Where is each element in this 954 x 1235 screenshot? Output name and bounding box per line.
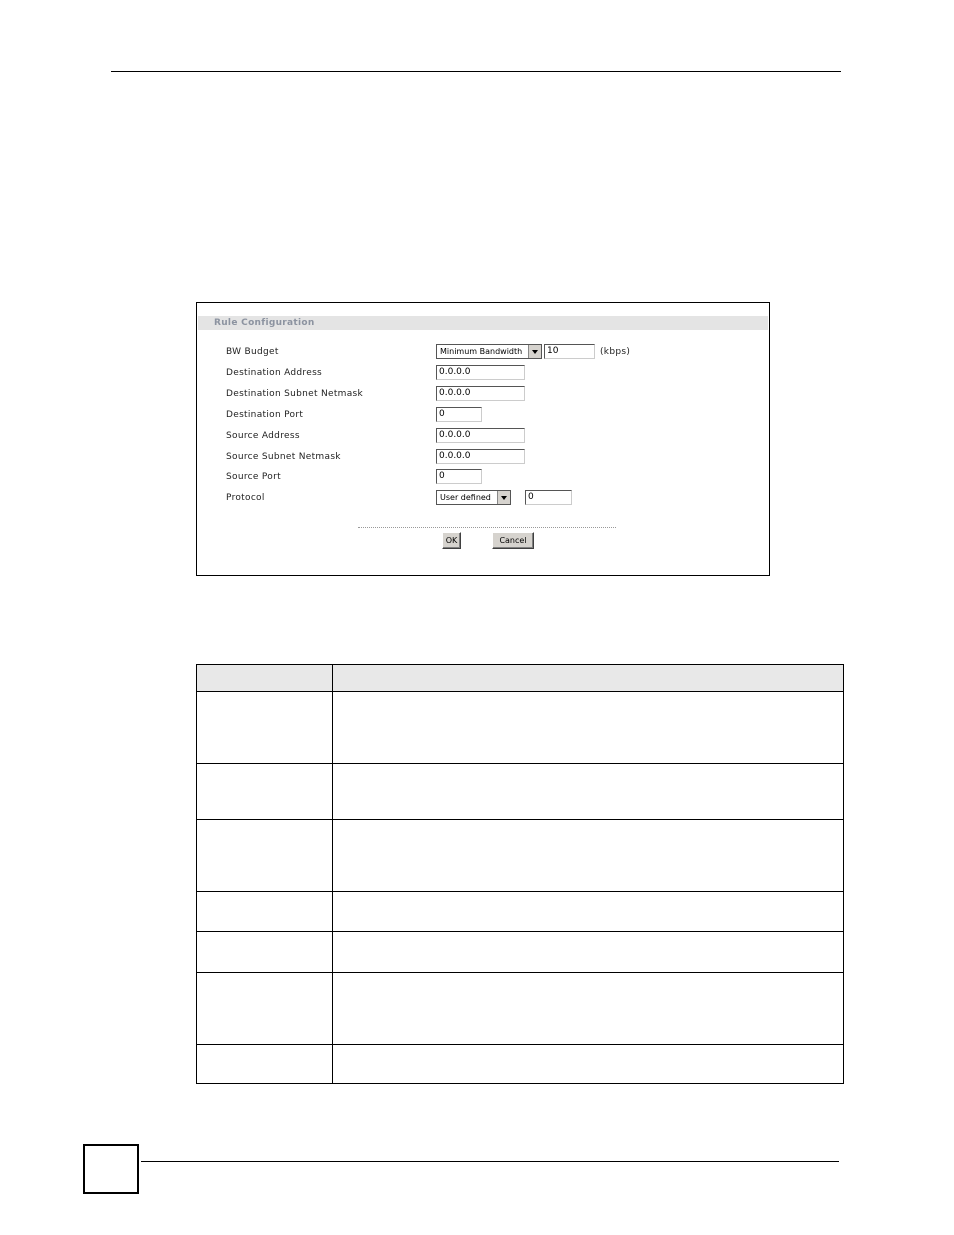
source-address-label: Source Address	[226, 431, 300, 441]
protocol-select[interactable]: User defined	[436, 490, 511, 505]
protocol-number-input[interactable]: 0	[525, 490, 572, 505]
chevron-down-icon[interactable]	[528, 345, 541, 358]
table-row	[197, 892, 844, 932]
divider	[358, 527, 616, 528]
table-row	[197, 973, 844, 1045]
protocol-label: Protocol	[226, 493, 265, 503]
chevron-down-icon[interactable]	[497, 491, 510, 504]
destination-port-input[interactable]: 0	[436, 407, 482, 422]
table-row	[197, 764, 844, 820]
field-description-table	[196, 664, 844, 1084]
table-row	[197, 820, 844, 892]
bw-unit-label: (kbps)	[600, 347, 631, 357]
destination-address-label: Destination Address	[226, 368, 323, 378]
bw-budget-select[interactable]: Minimum Bandwidth	[436, 344, 542, 359]
source-address-input[interactable]: 0.0.0.0	[436, 428, 525, 443]
panel-title: Rule Configuration	[198, 316, 768, 330]
destination-netmask-label: Destination Subnet Netmask	[226, 389, 364, 399]
table-header-row	[197, 665, 844, 692]
rule-configuration-panel	[196, 302, 770, 576]
ok-button[interactable]: OK	[442, 532, 461, 549]
source-port-input[interactable]: 0	[436, 469, 482, 484]
table-row	[197, 1045, 844, 1084]
source-netmask-input[interactable]: 0.0.0.0	[436, 449, 525, 464]
destination-netmask-input[interactable]: 0.0.0.0	[436, 386, 525, 401]
bw-budget-label: BW Budget	[226, 347, 279, 357]
table-row	[197, 932, 844, 973]
destination-port-label: Destination Port	[226, 410, 304, 420]
table-row	[197, 692, 844, 764]
page-number-box	[83, 1144, 139, 1194]
table-header-label	[197, 665, 333, 692]
bw-budget-input[interactable]: 10	[544, 344, 595, 359]
header-rule	[111, 71, 841, 72]
source-netmask-label: Source Subnet Netmask	[226, 452, 341, 462]
destination-address-input[interactable]: 0.0.0.0	[436, 365, 525, 380]
footer-rule	[141, 1161, 839, 1162]
table-header-description	[333, 665, 844, 692]
source-port-label: Source Port	[226, 472, 281, 482]
cancel-button[interactable]: Cancel	[492, 532, 534, 549]
